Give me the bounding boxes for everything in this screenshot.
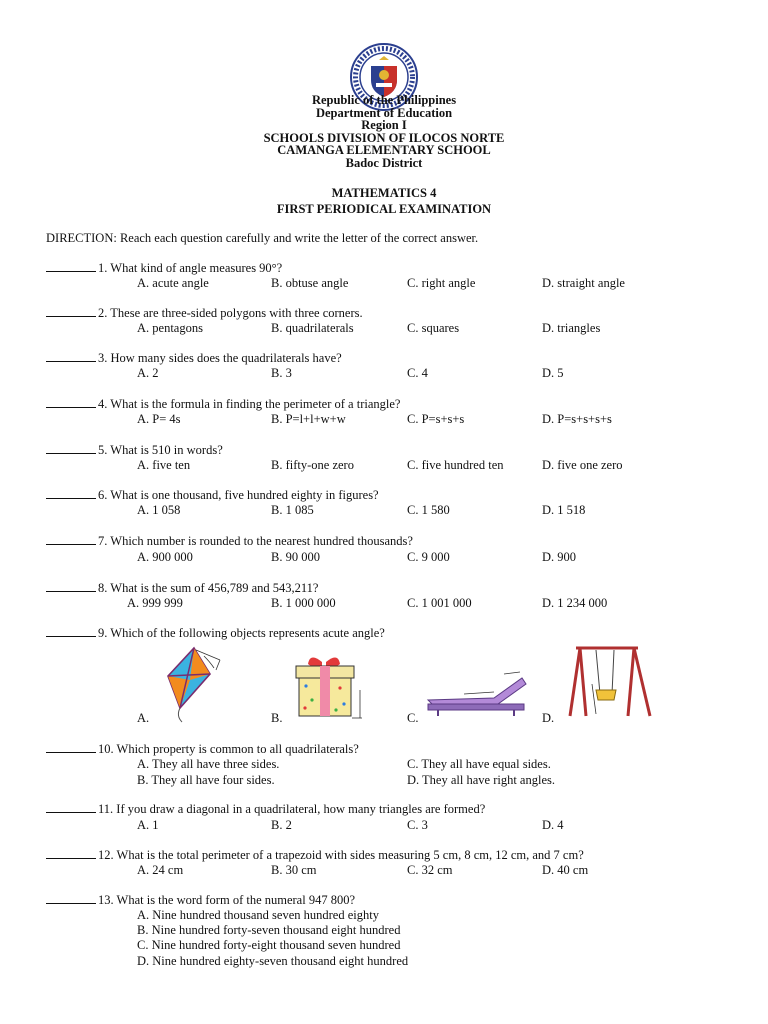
question-stem: 1. What kind of angle measures 90°? xyxy=(98,261,283,275)
option-d: D. 900 xyxy=(542,550,577,564)
question-1 xyxy=(46,261,282,276)
option-b: B. quadrilaterals xyxy=(271,321,354,335)
answer-blank[interactable] xyxy=(46,848,96,859)
option-c: C. 3 xyxy=(407,818,428,832)
option-c: C. Nine hundred forty-eight thousand seven hundred xyxy=(137,938,401,953)
option-b: B. 3 xyxy=(271,366,292,380)
exam-name: FIRST PERIODICAL EXAMINATION xyxy=(276,201,492,216)
gift-box-icon xyxy=(290,652,366,724)
answer-blank[interactable] xyxy=(46,488,96,499)
option-b: B. 90 000 xyxy=(271,550,320,564)
question-4 xyxy=(46,397,400,412)
option-d: D. five one zero xyxy=(542,458,623,472)
option-d: D. xyxy=(542,711,555,725)
option-a: A. 999 999 xyxy=(127,596,183,610)
question-2 xyxy=(46,306,363,321)
answer-blank[interactable] xyxy=(46,802,96,813)
option-c: C. 1 001 000 xyxy=(407,596,472,610)
option-a: A. acute angle xyxy=(137,276,209,290)
question-10 xyxy=(46,742,359,757)
option-a: A. They all have three sides. xyxy=(137,757,280,771)
header-school: CAMANGA ELEMENTARY SCHOOL xyxy=(277,143,491,158)
header-district: Badoc District xyxy=(345,155,423,170)
option-d: D. 5 xyxy=(542,366,564,380)
kite-icon xyxy=(160,646,228,726)
answer-blank[interactable] xyxy=(46,261,96,272)
option-c: C. five hundred ten xyxy=(407,458,504,472)
question-7 xyxy=(46,534,413,549)
option-list xyxy=(137,908,408,969)
option-d: D. They all have right angles. xyxy=(407,773,555,787)
option-d: D. 1 234 000 xyxy=(542,596,608,610)
question-stem: 11. If you draw a diagonal in a quadrilateral, how many triangles are formed? xyxy=(98,802,486,816)
question-stem: 4. What is the formula in finding the perimeter of a triangle? xyxy=(98,397,401,411)
question-stem: 12. What is the total perimeter of a trapezoid with sides measuring 5 cm, 8 cm, 12 cm, and 7 cm? xyxy=(98,848,584,862)
option-c: C. right angle xyxy=(407,276,476,290)
question-stem: 10. Which property is common to all quadrilaterals? xyxy=(98,742,359,756)
option-c: C. 9 000 xyxy=(407,550,450,564)
answer-blank[interactable] xyxy=(46,397,96,408)
option-b: B. P=l+l+w+w xyxy=(271,412,346,426)
header-department: Department of Education xyxy=(315,105,453,120)
option-c: C. 1 580 xyxy=(407,503,450,517)
option-d: D. P=s+s+s+s xyxy=(542,412,612,426)
option-a: A. 900 000 xyxy=(137,550,193,564)
option-a: A. 1 xyxy=(137,818,159,832)
answer-blank[interactable] xyxy=(46,306,96,317)
option-a: A. 24 cm xyxy=(137,863,184,877)
option-a: A. Nine hundred thousand seven hundred eighty xyxy=(137,908,379,922)
question-11 xyxy=(46,802,485,817)
option-d: D. 1 518 xyxy=(542,503,586,517)
school-header xyxy=(0,94,768,170)
option-c: C. They all have equal sides. xyxy=(407,757,551,771)
header-division: SCHOOLS DIVISION OF ILOCOS NORTE xyxy=(263,130,505,145)
question-9 xyxy=(46,626,385,641)
option-b: B. 2 xyxy=(271,818,292,832)
option-c: C. 32 cm xyxy=(407,863,453,877)
answer-blank[interactable] xyxy=(46,626,96,637)
question-13 xyxy=(46,893,355,908)
question-stem: 3. How many sides does the quadrilaterals have? xyxy=(98,351,342,365)
option-d: D. 4 xyxy=(542,818,564,832)
option-a: A. pentagons xyxy=(137,321,203,335)
option-b: B. Nine hundred forty-seven thousand eight hundred xyxy=(137,923,401,938)
option-a: A. 2 xyxy=(137,366,159,380)
option-b: B. xyxy=(271,711,283,725)
answer-blank[interactable] xyxy=(46,893,96,904)
question-stem: 7. Which number is rounded to the nearest hundred thousands? xyxy=(98,534,413,548)
swing-icon xyxy=(566,644,656,720)
question-8 xyxy=(46,581,318,596)
subject-title: MATHEMATICS 4 xyxy=(331,186,437,200)
option-a: A. five ten xyxy=(137,458,191,472)
question-5 xyxy=(46,443,223,458)
answer-blank[interactable] xyxy=(46,443,96,454)
option-a: A. 1 058 xyxy=(137,503,181,517)
question-stem: 5. What is 510 in words? xyxy=(98,443,223,457)
option-a: A. P= 4s xyxy=(137,412,181,426)
option-b: B. They all have four sides. xyxy=(137,773,275,787)
option-b: B. 30 cm xyxy=(271,863,317,877)
header-region: Region I xyxy=(361,118,407,133)
option-d: D. Nine hundred eighty-seven thousand eight hundred xyxy=(137,953,409,968)
question-stem: 6. What is one thousand, five hundred eighty in figures? xyxy=(98,488,379,502)
option-c: C. 4 xyxy=(407,366,428,380)
option-d: D. 40 cm xyxy=(542,863,589,877)
answer-blank[interactable] xyxy=(46,534,96,545)
option-b: B. obtuse angle xyxy=(271,276,349,290)
question-stem: 8. What is the sum of 456,789 and 543,211? xyxy=(98,581,319,595)
question-6 xyxy=(46,488,379,503)
option-c: C. xyxy=(407,711,419,725)
question-stem: 13. What is the word form of the numeral 947 800? xyxy=(98,893,356,907)
option-c: C. P=s+s+s xyxy=(407,412,465,426)
answer-blank[interactable] xyxy=(46,351,96,362)
question-12 xyxy=(46,848,584,863)
lounge-chair-icon xyxy=(424,668,534,718)
option-b: B. 1 085 xyxy=(271,503,314,517)
exam-title xyxy=(0,186,768,217)
question-stem: 2. These are three-sided polygons with three corners. xyxy=(98,306,363,320)
header-republic: Republic of the Philippines xyxy=(311,93,457,107)
question-stem: 9. Which of the following objects represents acute angle? xyxy=(98,626,385,640)
option-c: C. squares xyxy=(407,321,460,335)
option-d: D. straight angle xyxy=(542,276,625,290)
option-a: A. xyxy=(137,711,150,725)
answer-blank[interactable] xyxy=(46,581,96,592)
option-d: D. triangles xyxy=(542,321,601,335)
question-3 xyxy=(46,351,342,366)
answer-blank[interactable] xyxy=(46,742,96,753)
direction-text: DIRECTION: Reach each question carefully and write the letter of the correct answer. xyxy=(46,231,479,245)
option-b: B. fifty-one zero xyxy=(271,458,354,472)
option-b: B. 1 000 000 xyxy=(271,596,336,610)
